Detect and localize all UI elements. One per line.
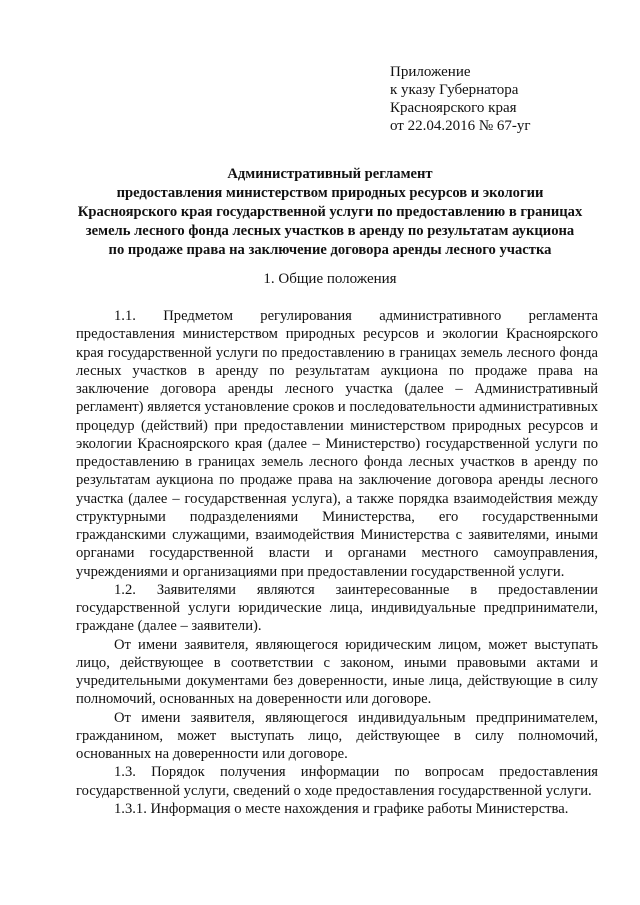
title-line: Красноярского края государственной услуги по предоставлению в границах — [77, 204, 583, 220]
title-line: Административный регламент — [227, 166, 433, 182]
title-line: предоставления министерством природных ресурсов и экологии — [116, 185, 544, 201]
annex-block — [390, 63, 610, 135]
paragraph-legal-entity: От имени заявителя, являющегося юридическим лицом, может выступать лицо, действующее в соответствии с законом, иными правовыми актами и учредительными документами без доверенности, иные лица, действующие в силу полномочий, основанных на доверенности или договоре. — [76, 636, 598, 708]
annex-line-decree: к указу Губернатора — [390, 82, 519, 98]
paragraph-1-3: 1.3. Порядок получения информации по вопросам предоставления государственной услуги, сведений о ходе предоставления государственной услуги. — [76, 764, 598, 799]
annex-line-region: Красноярского края — [390, 100, 517, 116]
paragraph-1-2: 1.2. Заявителями являются заинтересованные в предоставлении государственной услуги юридические лица, индивидуальные предприниматели, граждане (далее – заявители). — [76, 581, 598, 635]
annex-line-date-number: от 22.04.2016 № 67-уг — [390, 118, 531, 134]
document-title — [60, 165, 600, 260]
paragraph-1-3-1: 1.3.1. Информация о месте нахождения и графике работы Министерства. — [114, 800, 569, 817]
annex-line-appendix: Приложение — [390, 64, 471, 80]
section-heading: 1. Общие положения — [263, 271, 397, 287]
paragraph-entrepreneur: От имени заявителя, являющегося индивидуальным предпринимателем, гражданином, может выступать лицо, действующее в силу полномочий, основанных на доверенности или договоре. — [76, 709, 598, 762]
title-line: земель лесного фонда лесных участков в аренду по результатам аукциона — [85, 223, 575, 239]
title-line: по продаже права на заключение договора аренды лесного участка — [108, 242, 552, 258]
paragraph-1-1: 1.1. Предметом регулирования административного регламента предоставления министерством природных ресурсов и экологии Красноярского края государственной услуги по предоставлению в границах земель лесного фонда лесных участков в аренду по результатам аукциона по продаже права на заключение договора аренды лесного участка (далее – Административный регламент) является установление сроков и последовательности административных процедур (действий) при предоставлении министерством природных ресурсов и экологии Красноярского края (далее – Министерство) государственной услуги по предоставлению в границах земель лесного фонда лесных участков в аренду по результатам аукциона по продаже права на заключение договора аренды лесного участка (далее – государственная услуга), а также порядка взаимодействия между структурными подразделениями Министерства, его государственными гражданскими служащими, взаимодействия Министерства с заявителями, иными органами государственной власти и органами местного самоуправления, учреждениями и организациями при предоставлении государственной услуги. — [76, 308, 598, 580]
document-body — [76, 307, 598, 818]
